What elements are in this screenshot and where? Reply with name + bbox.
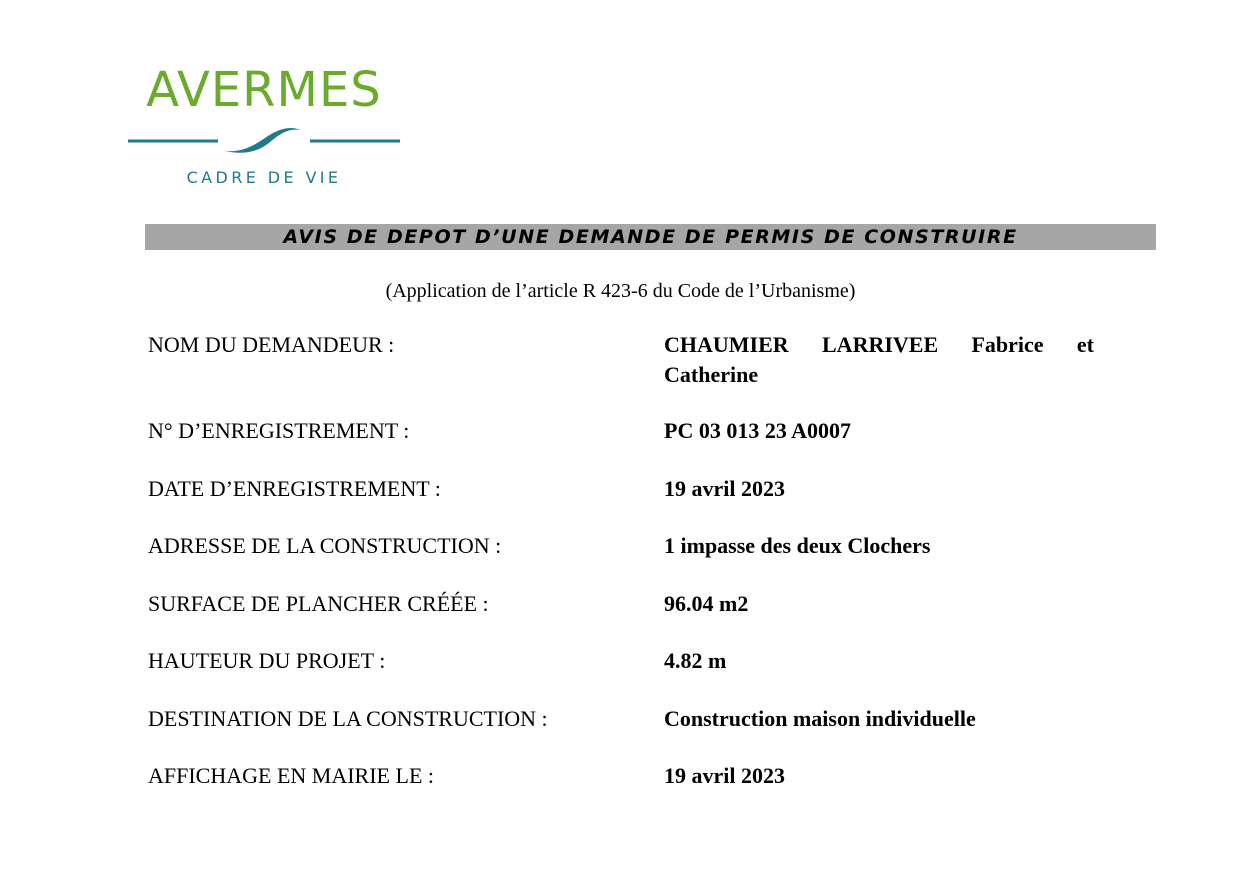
subtitle: (Application de l’article R 423-6 du Code de l’Urbanisme) bbox=[385, 280, 856, 302]
field-value: 96.04 m2 bbox=[664, 591, 749, 616]
field-value: 4.82 m bbox=[664, 648, 727, 673]
field-value: Construction maison individuelle bbox=[664, 706, 976, 731]
field-value: PC 03 013 23 A0007 bbox=[664, 418, 851, 443]
field-value: CHAUMIER LARRIVEE Fabrice et Catherine bbox=[664, 332, 1094, 387]
logo-name: AVERMES bbox=[146, 62, 382, 118]
field-label: NOM DU DEMANDEUR : bbox=[148, 332, 395, 357]
field-value: 19 avril 2023 bbox=[664, 476, 785, 501]
field-label: HAUTEUR DU PROJET : bbox=[148, 648, 386, 673]
logo-wave-icon bbox=[126, 124, 402, 164]
title-bar bbox=[145, 224, 1156, 250]
field-label: SURFACE DE PLANCHER CRÉÉE : bbox=[148, 591, 489, 616]
field-value: 1 impasse des deux Clochers bbox=[664, 533, 931, 558]
field-label: DATE D’ENREGISTREMENT : bbox=[148, 476, 441, 501]
field-label: ADRESSE DE LA CONSTRUCTION : bbox=[148, 533, 502, 558]
logo bbox=[126, 64, 402, 190]
field-label: N° D’ENREGISTREMENT : bbox=[148, 418, 410, 443]
logo-tagline: CADRE DE VIE bbox=[186, 168, 342, 187]
field-label: DESTINATION DE LA CONSTRUCTION : bbox=[148, 706, 548, 731]
page-title: AVIS DE DEPOT D’UNE DEMANDE DE PERMIS DE CONSTRUIRE bbox=[283, 226, 1018, 248]
field-value: 19 avril 2023 bbox=[664, 763, 785, 788]
field-label: AFFICHAGE EN MAIRIE LE : bbox=[148, 763, 434, 788]
